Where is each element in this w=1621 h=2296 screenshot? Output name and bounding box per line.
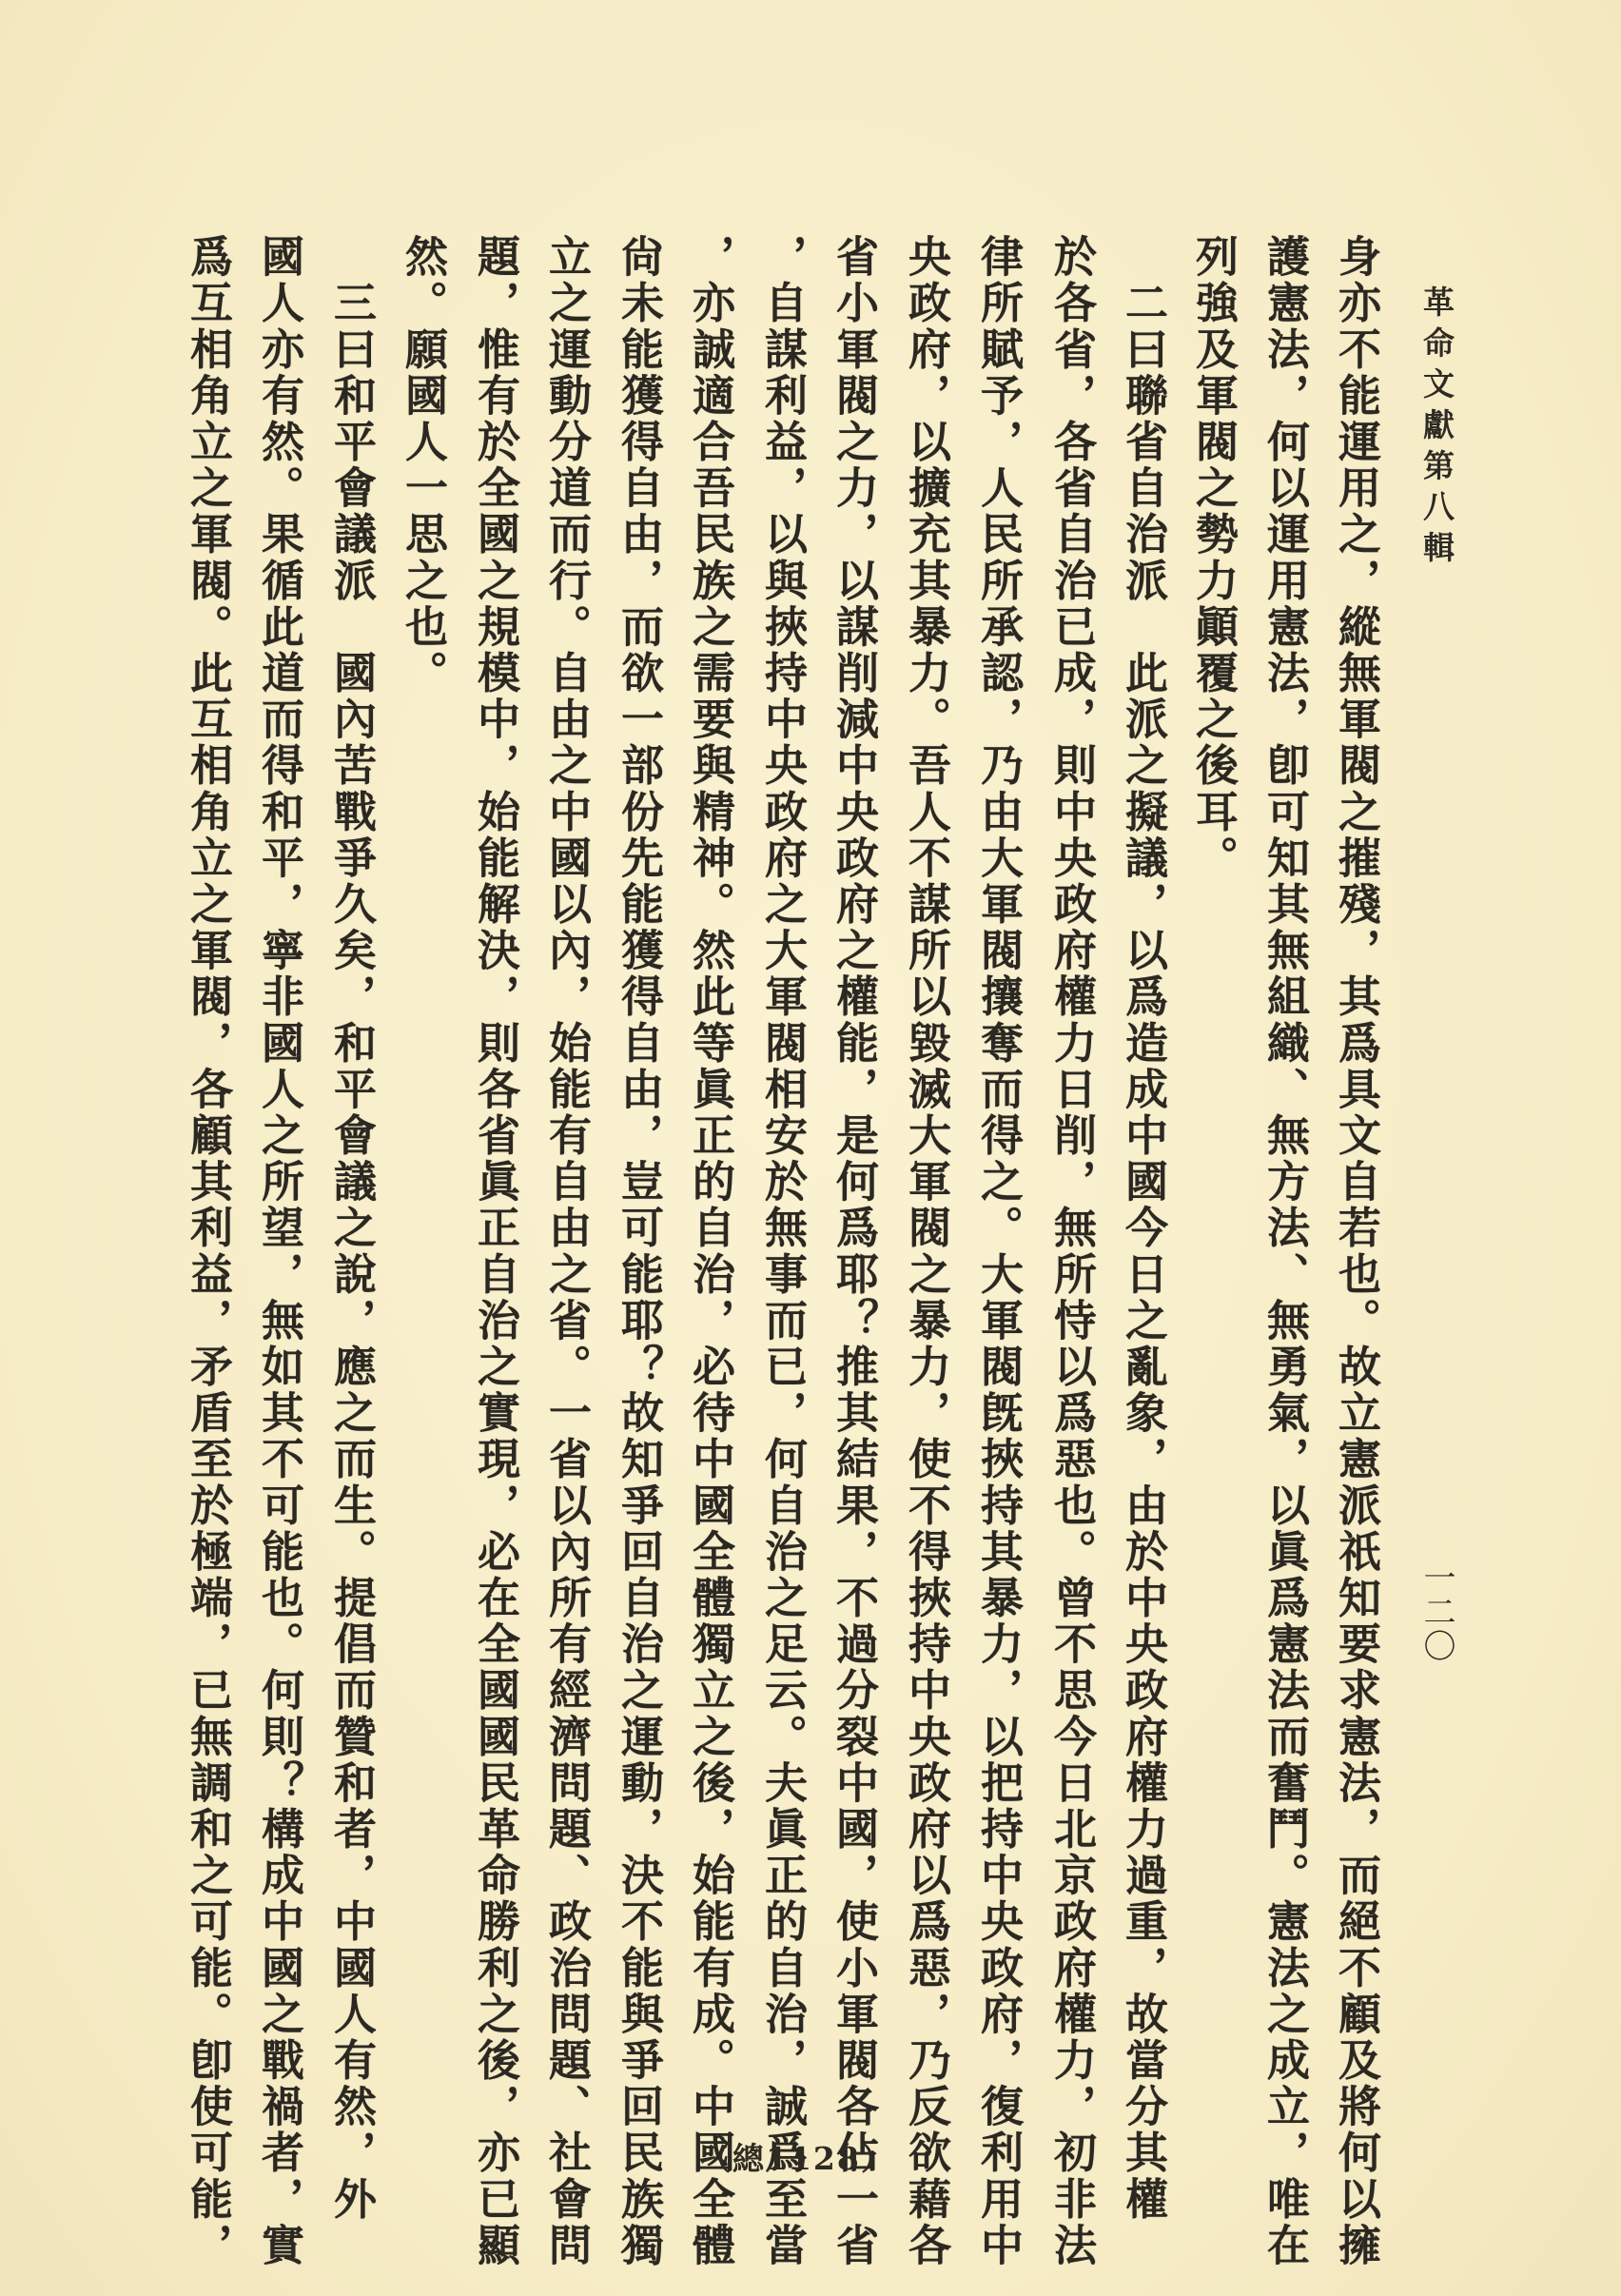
text-column-7: 央政府，以擴充其暴力。吾人不謀所以毀滅大軍閥之暴力，使不得挾持中央政府以爲惡，乃反欲藉各 <box>901 234 951 2269</box>
text-column-13: 題，惟有於全國之規模中，始能解決，則各省眞正自治之實現，必在全國國民革命勝利之後，亦已顯 <box>470 234 520 2269</box>
text-column-8: 省小軍閥之力，以謀削減中央政府之權能，是何爲耶？推其結果，不過分裂中國，使小軍閥各佔一省 <box>829 234 879 2269</box>
text-column-4: 二曰聯省自治派 此派之擬議，以爲造成中國今日之亂象，由於中央政府權力過重，故當分其權 <box>1118 234 1168 2223</box>
text-column-12: 立之運動分道而行。自由之中國以內，始能有自由之省。一省以內所有經濟問題、政治問題、社會問 <box>541 234 592 2269</box>
text-column-9: ，自謀利益，以與挾持中央政府之大軍閥相安於無事而已，何自治之足云。夫眞正的自治，誠爲至當 <box>757 234 808 2269</box>
total-page-number: （總1128） <box>699 2140 894 2177</box>
text-column-10: ，亦誠適合吾民族之需要與精神。然此等眞正的自治，必待中國全體獨立之後，始能有成。中國全體 <box>685 234 735 2269</box>
text-column-17: 爲互相角立之軍閥。此互相角立之軍閥，各顧其利益，矛盾至於極端，已無調和之可能。卽使可能， <box>183 234 233 2269</box>
text-column-16: 國人亦有然。果循此道而得和平，寧非國人之所望，無如其不可能也。何則？構成中國之戰禍者，實 <box>254 234 304 2269</box>
book-title-header: 革命文獻第八輯 <box>1418 285 1455 572</box>
text-column-11: 尙未能獲得自由，而欲一部份先能獲得自由，豈可能耶？故知爭回自治之運動，決不能與爭回民族獨 <box>614 234 664 2269</box>
text-column-3: 列強及軍閥之勢力顚覆之後耳。 <box>1188 234 1239 882</box>
text-column-5: 於各省，各省自治已成，則中央政府權力日削，無所恃以爲惡也。曾不思今日北京政府權力，初非法 <box>1046 234 1097 2269</box>
page-number: 一二〇 <box>1417 1560 1455 1663</box>
text-column-2: 護憲法，何以運用憲法，卽可知其無組織、無方法、無勇氣，以眞爲憲法而奮鬥。憲法之成立，唯在 <box>1260 234 1310 2269</box>
text-column-6: 律所賦予，人民所承認，乃由大軍閥攘奪而得之。大軍閥旣挾持其暴力，以把持中央政府，復利用中 <box>973 234 1024 2269</box>
text-column-15: 三曰和平會議派 國內苦戰爭久矣，和平會議之說，應之而生。提倡而贊和者，中國人有然，外 <box>326 234 377 2223</box>
text-column-1: 身亦不能運用之，縱無軍閥之摧殘，其爲具文自若也。故立憲派祇知要求憲法，而絕不顧及將何以擁 <box>1331 234 1381 2269</box>
text-column-14: 然。願國人一思之也。 <box>398 234 448 697</box>
